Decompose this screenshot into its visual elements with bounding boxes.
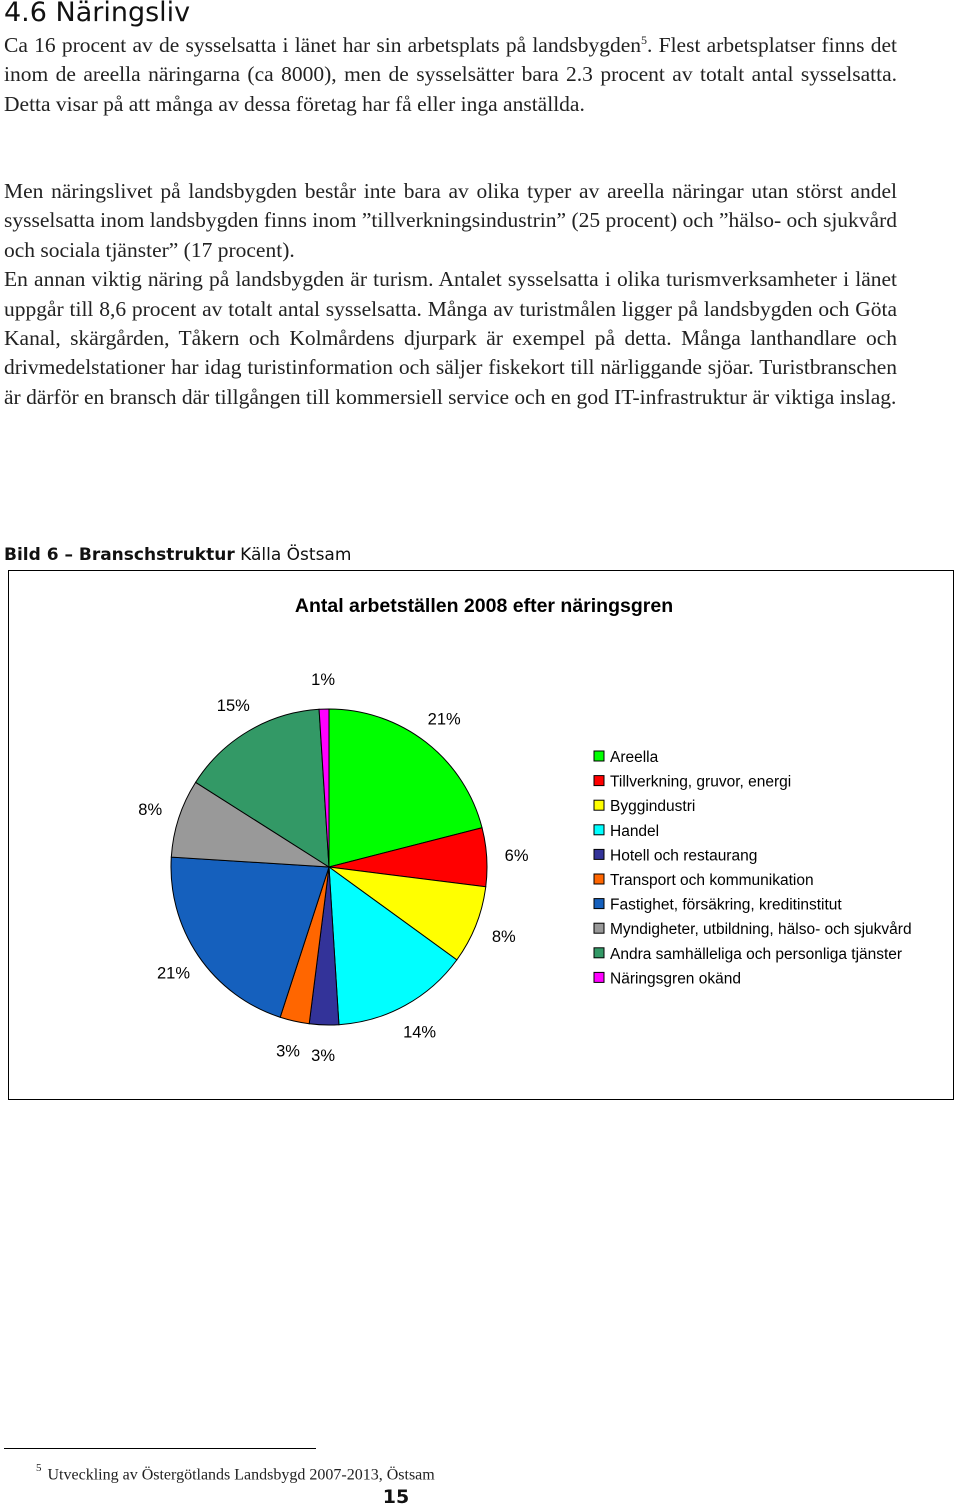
legend-swatch-byggindustri: [594, 800, 604, 810]
legend-label-hotell-och-restaurang: Hotell och restaurang: [610, 847, 758, 865]
legend-label-tillverkning-gruvor-energi: Tillverkning, gruvor, energi: [610, 773, 792, 791]
footnote-divider: [4, 1448, 316, 1449]
page-number: 15: [382, 1486, 410, 1508]
pie-label-areella: 21%: [427, 710, 461, 729]
pie-slices: [171, 709, 487, 1025]
legend-swatch-andra-samhälleliga-och-personliga-tjänster: [594, 948, 604, 958]
legend-swatch-myndigheter-utbildning-hälso-och-sjukvård: [594, 923, 604, 933]
legend-swatch-näringsgren-okänd: [594, 972, 604, 982]
chart-title: Antal arbetställen 2008 efter näringsgren: [294, 595, 674, 617]
footnote-marker: 5: [36, 1462, 42, 1474]
legend-swatch-hotell-och-restaurang: [594, 849, 604, 859]
paragraph-block: [4, 177, 897, 412]
legend-swatch-handel: [594, 825, 604, 835]
legend-swatch-fastighet-försäkring-kreditinstitut: [594, 899, 604, 909]
pie-label-tillverkning-gruvor-energi: 6%: [504, 847, 529, 866]
pie-label-transport-och-kommunikation: 3%: [276, 1042, 300, 1061]
pie-label-fastighet-försäkring-kreditinstitut: 21%: [156, 964, 191, 983]
figure-caption-source: Källa Östsam: [240, 545, 352, 565]
paragraph-intro-text: Ca 16 procent av de sysselsatta i länet har sin arbetsplats på landsbygden: [4, 33, 642, 57]
pie-chart: [9, 571, 955, 1101]
pie-label-andra-samhälleliga-och-personliga-tjänster: 15%: [216, 697, 250, 716]
footnote-text: Utveckling av Östergötlands Landsbygd 2007-2013, Östsam: [47, 1466, 435, 1484]
pie-label-näringsgren-okänd: 1%: [311, 671, 336, 690]
paragraph-intro: [4, 31, 897, 119]
pie-label-hotell-och-restaurang: 3%: [311, 1046, 336, 1065]
legend-swatch-tillverkning-gruvor-energi: [594, 776, 604, 786]
legend-label-näringsgren-okänd: Näringsgren okänd: [610, 970, 741, 988]
pie-chart-frame: [8, 570, 954, 1100]
legend-label-transport-och-kommunikation: Transport och kommunikation: [610, 872, 814, 889]
legend-swatch-areella: [594, 751, 604, 761]
pie-label-byggindustri: 8%: [491, 928, 516, 947]
legend-label-fastighet-försäkring-kreditinstitut: Fastighet, försäkring, kreditinstitut: [610, 896, 842, 914]
figure-caption: [4, 545, 351, 565]
footnote: [36, 1464, 435, 1484]
paragraph-intro-rest: . Flest arbetsplatser finns det inom de areella näringarna (ca 8000), men de sysselsätter bara 2.3 procent av totalt antal sysselsatta. Detta visar på att många av dessa företag har få eller inga anställda.: [4, 33, 897, 116]
legend-label-andra-samhälleliga-och-personliga-tjänster: Andra samhälleliga och personliga tjänster: [610, 945, 903, 963]
paragraph-industry: Men näringslivet på landsbygden består inte bara av olika typer av areella näringar utan störst andel sysselsatta inom landsbygden finns inom ”tillverkningsindustrin” (25 procent) och ”hälso- och sjukvård och sociala tjänster” (17 procent).: [4, 179, 897, 262]
footnote-ref[interactable]: 5: [641, 32, 648, 47]
legend-label-handel: Handel: [610, 822, 660, 840]
chart-legend: [594, 749, 912, 987]
legend-swatch-transport-och-kommunikation: [594, 874, 604, 884]
paragraph-tourism: En annan viktig näring på landsbygden är turism. Antalet sysselsatta i olika turismverksamheter i länet uppgår till 8,6 procent av totalt antal sysselsatta. Många av turistmålen ligger på landsbygden och Göta Kanal, skärgården, Tåkern och Kolmårdens djurpark är exempel på detta. Många lanthandlare och drivmedelstationer har idag turistinformation och säljer fiskekort till närliggande sjöar. Turistbranschen är därför en bransch där tillgången till kommersiell service och en god IT-infrastruktur är viktiga inslag.: [4, 267, 897, 409]
pie-label-myndigheter-utbildning-hälso-och-sjukvård: 8%: [138, 800, 163, 819]
legend-label-areella: Areella: [610, 749, 659, 766]
section-heading: 4.6 Näringsliv: [4, 0, 191, 28]
legend-label-byggindustri: Byggindustri: [610, 798, 696, 816]
figure-caption-title: Bild 6 – Branschstruktur: [4, 545, 235, 565]
pie-label-handel: 14%: [403, 1023, 437, 1042]
legend-label-myndigheter-utbildning-hälso-och-sjukvård: Myndigheter, utbildning, hälso- och sjukvård: [610, 921, 912, 939]
